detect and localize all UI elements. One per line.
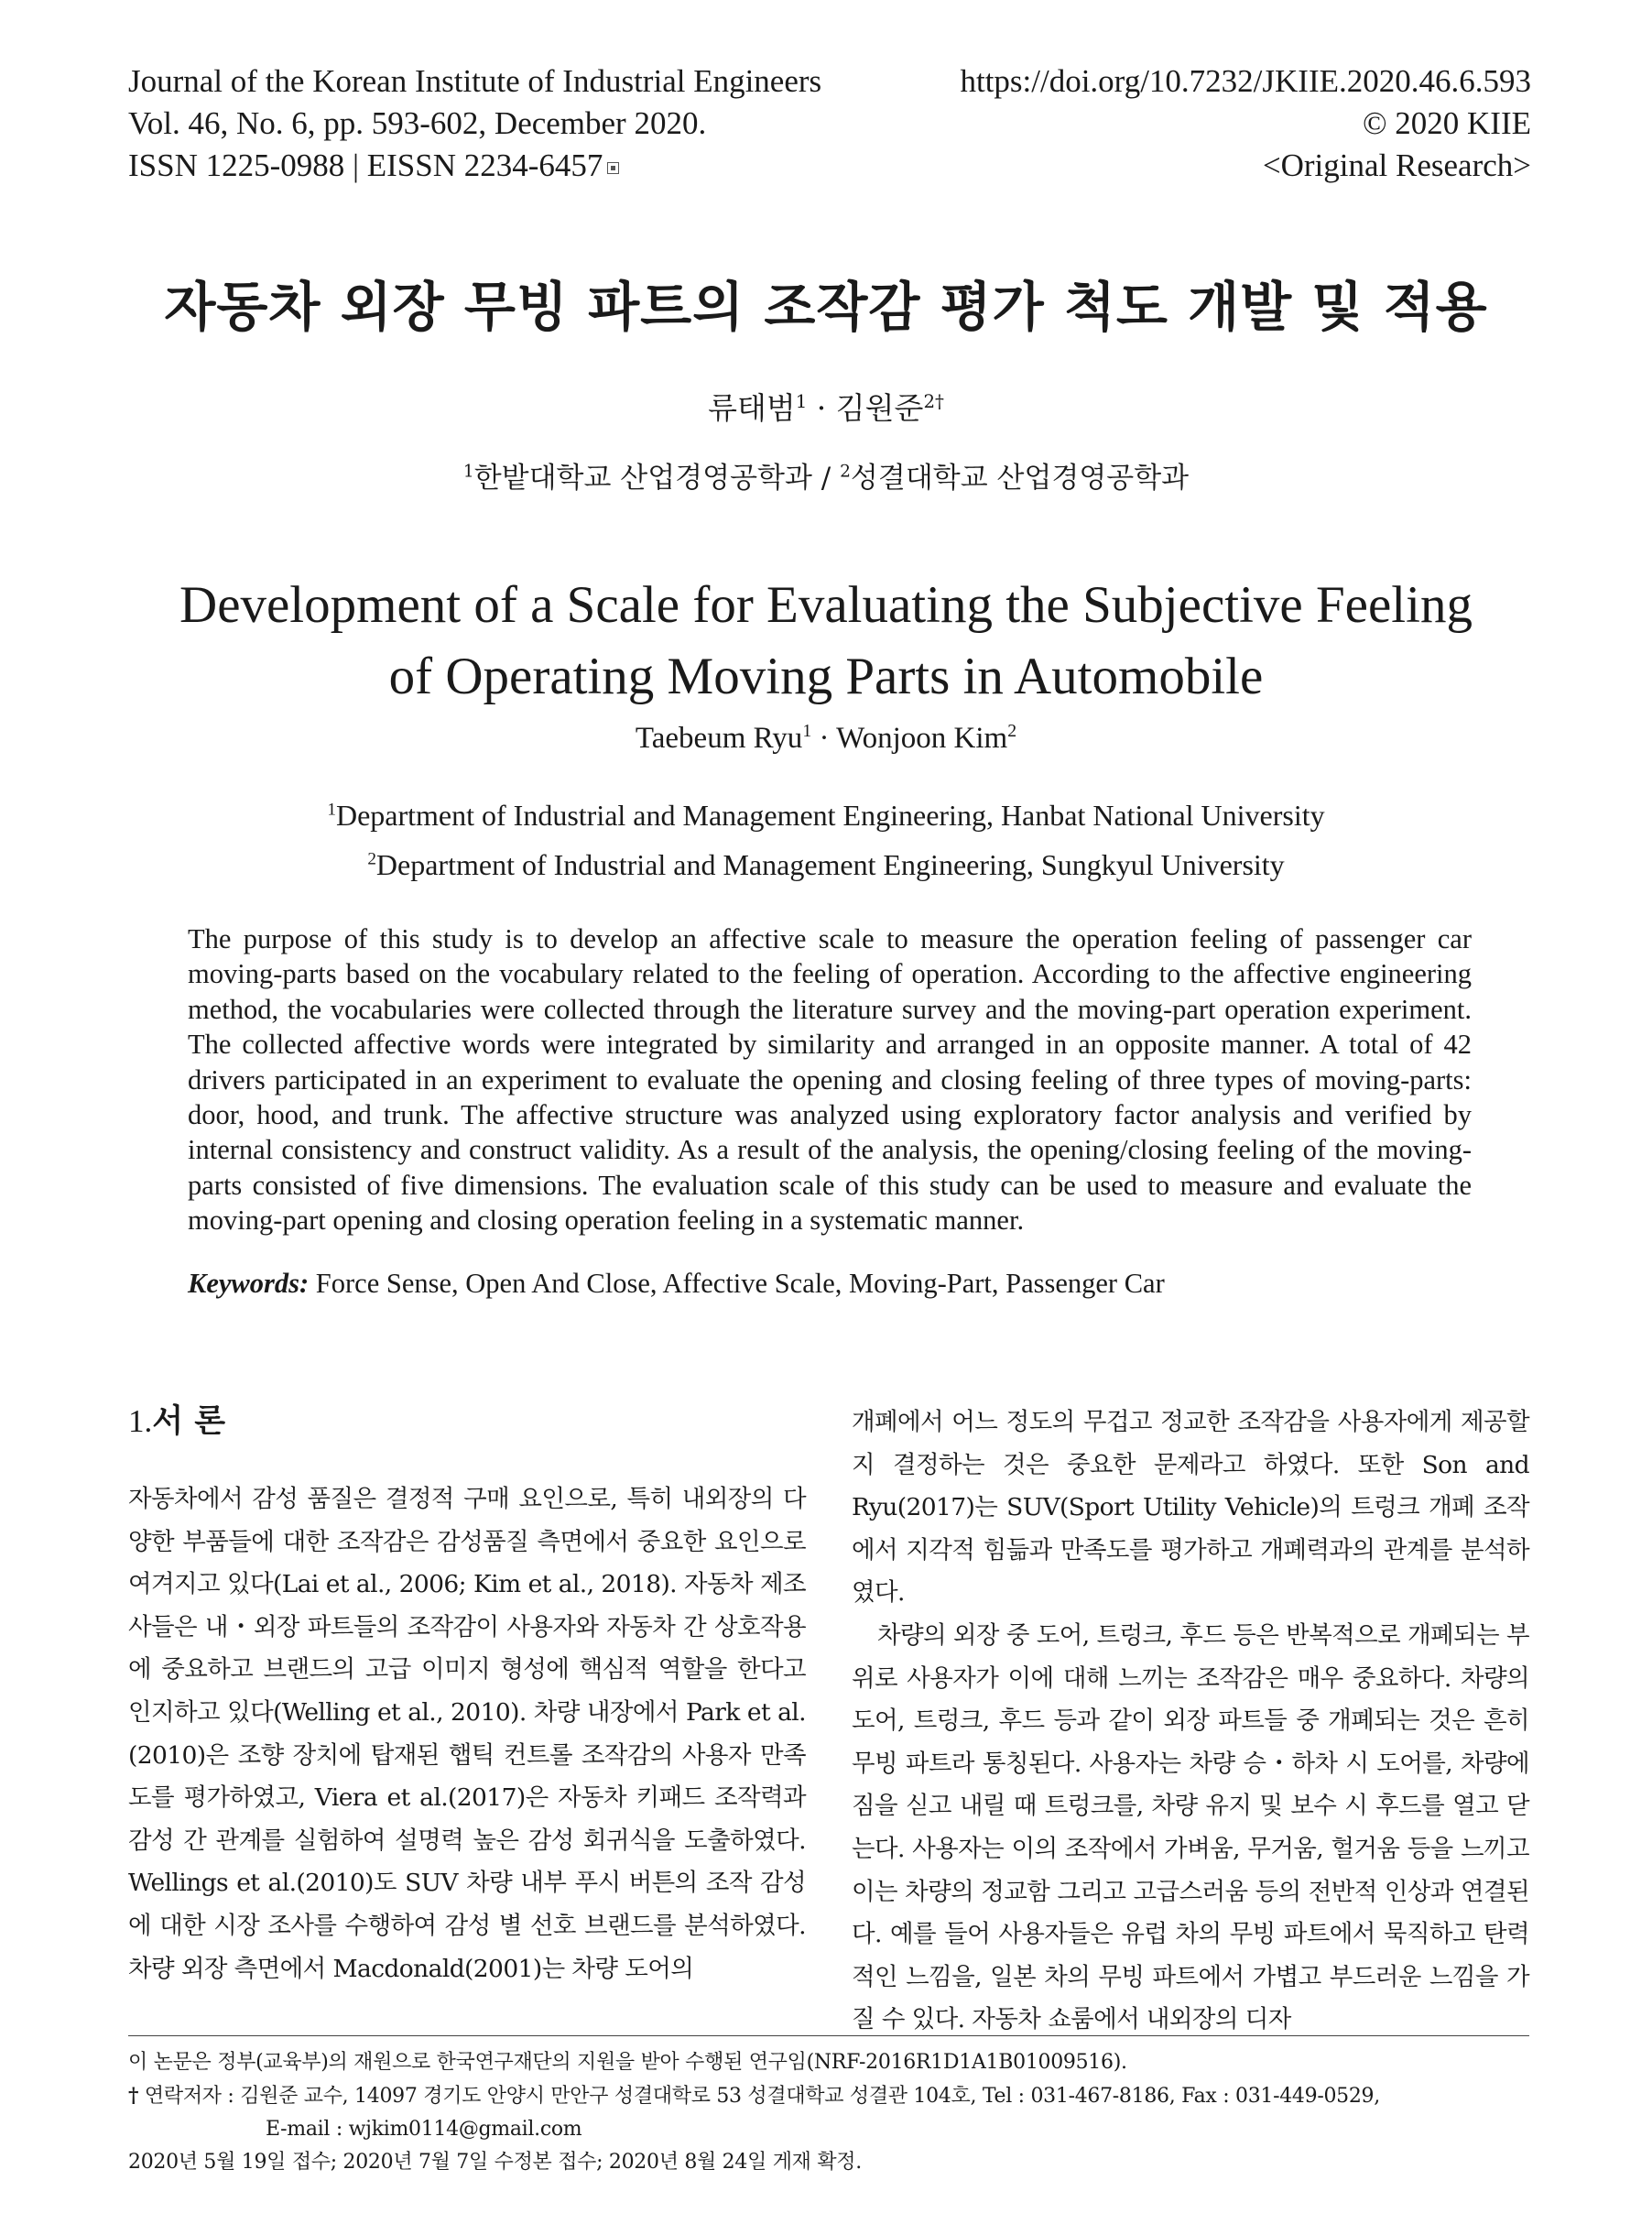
- author2-name-en: Wonjoon Kim: [836, 722, 1008, 755]
- authors-english: [0, 722, 1652, 756]
- author1-name: 류태범: [708, 390, 796, 426]
- crossmark-icon: [607, 162, 619, 174]
- aff-en2-text: Department of Industrial and Management Engineering, Sungkyul University: [375, 848, 1285, 881]
- contact-text: 연락저자 : 김원준 교수, 14097 경기도 안양시 만안구 성결대학로 53 성결대학교 성결관 104호, Tel : 031-467-8186, Fax : 031-449-0529,: [138, 2085, 1380, 2108]
- journal-volume: Vol. 46, No. 6, pp. 593-602, December 2020.: [128, 105, 707, 141]
- body-column-left: [128, 1401, 806, 1990]
- funding-note: 이 논문은 정부(교육부)의 재원으로 한국연구재단의 지원을 받아 수행된 연구임(NRF-2016R1D1A1B01009516).: [128, 2051, 1127, 2074]
- author-separator: ·: [807, 390, 836, 426]
- affiliation-english-1: [0, 799, 1652, 833]
- aff-en1-sup: 1: [327, 800, 336, 820]
- title-korean: 자동차 외장 무빙 파트의 조작감 평가 척도 개발 및 적용: [164, 276, 1488, 338]
- abstract-text: The purpose of this study is to develop an affective scale to measure the operation feeling of passenger car moving-parts based on the vocabulary related to the feeling of operation. According to the affective engineering method, the vocabularies were collected through the literature survey and the moving-part operation experiment. The collected affective words were integrated by similarity and arranged in an opposite manner. A total of 42 drivers participated in an experiment to evaluate the opening and closing feeling of three types of moving-parts: door, hood, and trunk. The affective structure was analyzed using exploratory factor analysis and verified by internal consistency and construct validity. As a result of the analysis, the opening/closing feeling of the moving-parts consisted of five dimensions. The evaluation scale of this study can be used to measure and evaluate the moving-part opening and closing operation feeling in a systematic manner.: [188, 923, 1472, 1237]
- dagger-mark: †: [128, 2084, 139, 2108]
- author1-sup: 1: [795, 391, 808, 412]
- section-title: 서 론: [152, 1402, 226, 1440]
- title-english-line1: Development of a Scale for Evaluating the Subjective Feeling: [179, 576, 1473, 634]
- journal-header-right: [960, 60, 1531, 187]
- affiliation-english-2: [0, 848, 1652, 882]
- abstract: [188, 921, 1472, 1238]
- copyright: © 2020 KIIE: [1362, 105, 1531, 141]
- email-note[interactable]: E-mail : wjkim0114@gmail.com: [266, 2118, 582, 2141]
- keywords-label: Keywords:: [188, 1268, 310, 1299]
- aff1-sup: 1: [462, 462, 474, 482]
- body-paragraph: 차량의 외장 중 도어, 트렁크, 후드 등은 반복적으로 개폐되는 부위로 사용자가 이에 대해 느끼는 조작감은 매우 중요하다. 차량의 도어, 트렁크, 후드 등과 같이 외장 파트들 중 개폐되는 것은 흔히 무빙 파트라 통칭된다. 사용자는 차량 승・하차 시 도어를, 차량에 짐을 싣고 내릴 때 트렁크를, 차량 유지 및 보수 시 후드를 열고 닫는다. 사용자는 이의 조작에서 가벼움, 무거움, 헐거움 등을 느끼고 이는 차량의 정교함 그리고 고급스러움 등의 전반적 인상과 연결된다. 예를 들어 사용자들은 유럽 차의 무빙 파트에서 묵직하고 탄력적인 느낌을, 일본 차의 무빙 파트에서 가볍고 부드러운 느낌을 가질 수 있다. 자동차 쇼룸에서 내외장의 디자: [852, 1620, 1529, 2034]
- aff1-text: 한밭대학교 산업경영공학과: [473, 462, 812, 495]
- aff2-text: 성결대학교 산업경영공학과: [850, 462, 1190, 495]
- section-number: 1.: [128, 1403, 153, 1439]
- article-type: <Original Research>: [1262, 147, 1531, 183]
- keywords: [188, 1268, 1472, 1300]
- author1-name-en: Taebeum Ryu: [635, 722, 803, 755]
- doi-link[interactable]: https://doi.org/10.7232/JKIIE.2020.46.6.593: [960, 63, 1531, 99]
- authors-korean: [0, 385, 1652, 428]
- author2-sup: 2†: [923, 391, 944, 412]
- issn-text: ISSN 1225-0988 | EISSN 2234-6457: [128, 147, 603, 183]
- aff-en2-sup: 2: [367, 849, 376, 869]
- footnotes: [128, 2046, 1529, 2179]
- journal-name: Journal of the Korean Institute of Industrial Engineers: [128, 63, 822, 99]
- footnote-divider: [128, 2035, 1529, 2036]
- author2-sup-en: 2: [1007, 721, 1017, 741]
- author-separator-en: ·: [811, 722, 837, 755]
- author1-sup-en: 1: [802, 721, 812, 741]
- body-column-right: [852, 1401, 1529, 2042]
- author2-name: 김원준: [835, 390, 924, 426]
- keywords-text: Force Sense, Open And Close, Affective Scale, Moving-Part, Passenger Car: [315, 1268, 1165, 1299]
- affiliations-korean: [0, 454, 1652, 496]
- aff-en1-text: Department of Industrial and Management Engineering, Hanbat National University: [335, 799, 1325, 832]
- body-paragraph: 자동차에서 감성 품질은 결정적 구매 요인으로, 특히 내외장의 다양한 부품들에 대한 조작감은 감성품질 측면에서 중요한 요인으로 여겨지고 있다(Lai et al., 2006; Kim et al., 2018). 자동차 제조사들은 내・외장 파트들의 조작감이 사용자와 자동차 간 상호작용에 중요하고 브랜드의 고급 이미지 형성에 핵심적 역할을 한다고 인지하고 있다(Welling et al., 2010). 차량 내장에서 Park et al.(2010)은 조향 장치에 탑재된 햅틱 컨트롤 조작감의 사용자 만족도를 평가하였고, Viera et al.(2017)은 자동차 키패드 조작력과 감성 간 관계를 실험하여 설명력 높은 감성 회귀식을 도출하였다. Wellings et al.(2010)도 SUV 차량 내부 푸시 버튼의 조작 감성에 대한 시장 조사를 수행하여 감성 별 선호 브랜드를 분석하였다. 차량 외장 측면에서 Macdonald(2001)는 차량 도어의: [128, 1485, 806, 1983]
- title-english: [0, 570, 1652, 713]
- body-paragraph: 개폐에서 어느 정도의 무겁고 정교한 조작감을 사용자에게 제공할지 결정하는 것은 중요한 문제라고 하였다. 또한 Son and Ryu(2017)는 SUV(Sport Utility Vehicle)의 트렁크 개폐 조작에서 지각적 힘듦과 만족도를 평가하고 개폐력과의 관계를 분석하였다.: [852, 1408, 1529, 1608]
- aff-separator: /: [811, 462, 841, 495]
- journal-issn: [128, 145, 821, 187]
- contact-note: [128, 2079, 1529, 2113]
- title-english-line2: of Operating Moving Parts in Automobile: [388, 648, 1264, 705]
- dates-note: 2020년 5월 19일 접수; 2020년 7월 7일 수정본 접수; 2020년 8월 24일 게재 확정.: [128, 2151, 862, 2174]
- aff2-sup: 2: [840, 462, 851, 482]
- section-heading: [128, 1401, 806, 1442]
- journal-header-left: [128, 60, 821, 187]
